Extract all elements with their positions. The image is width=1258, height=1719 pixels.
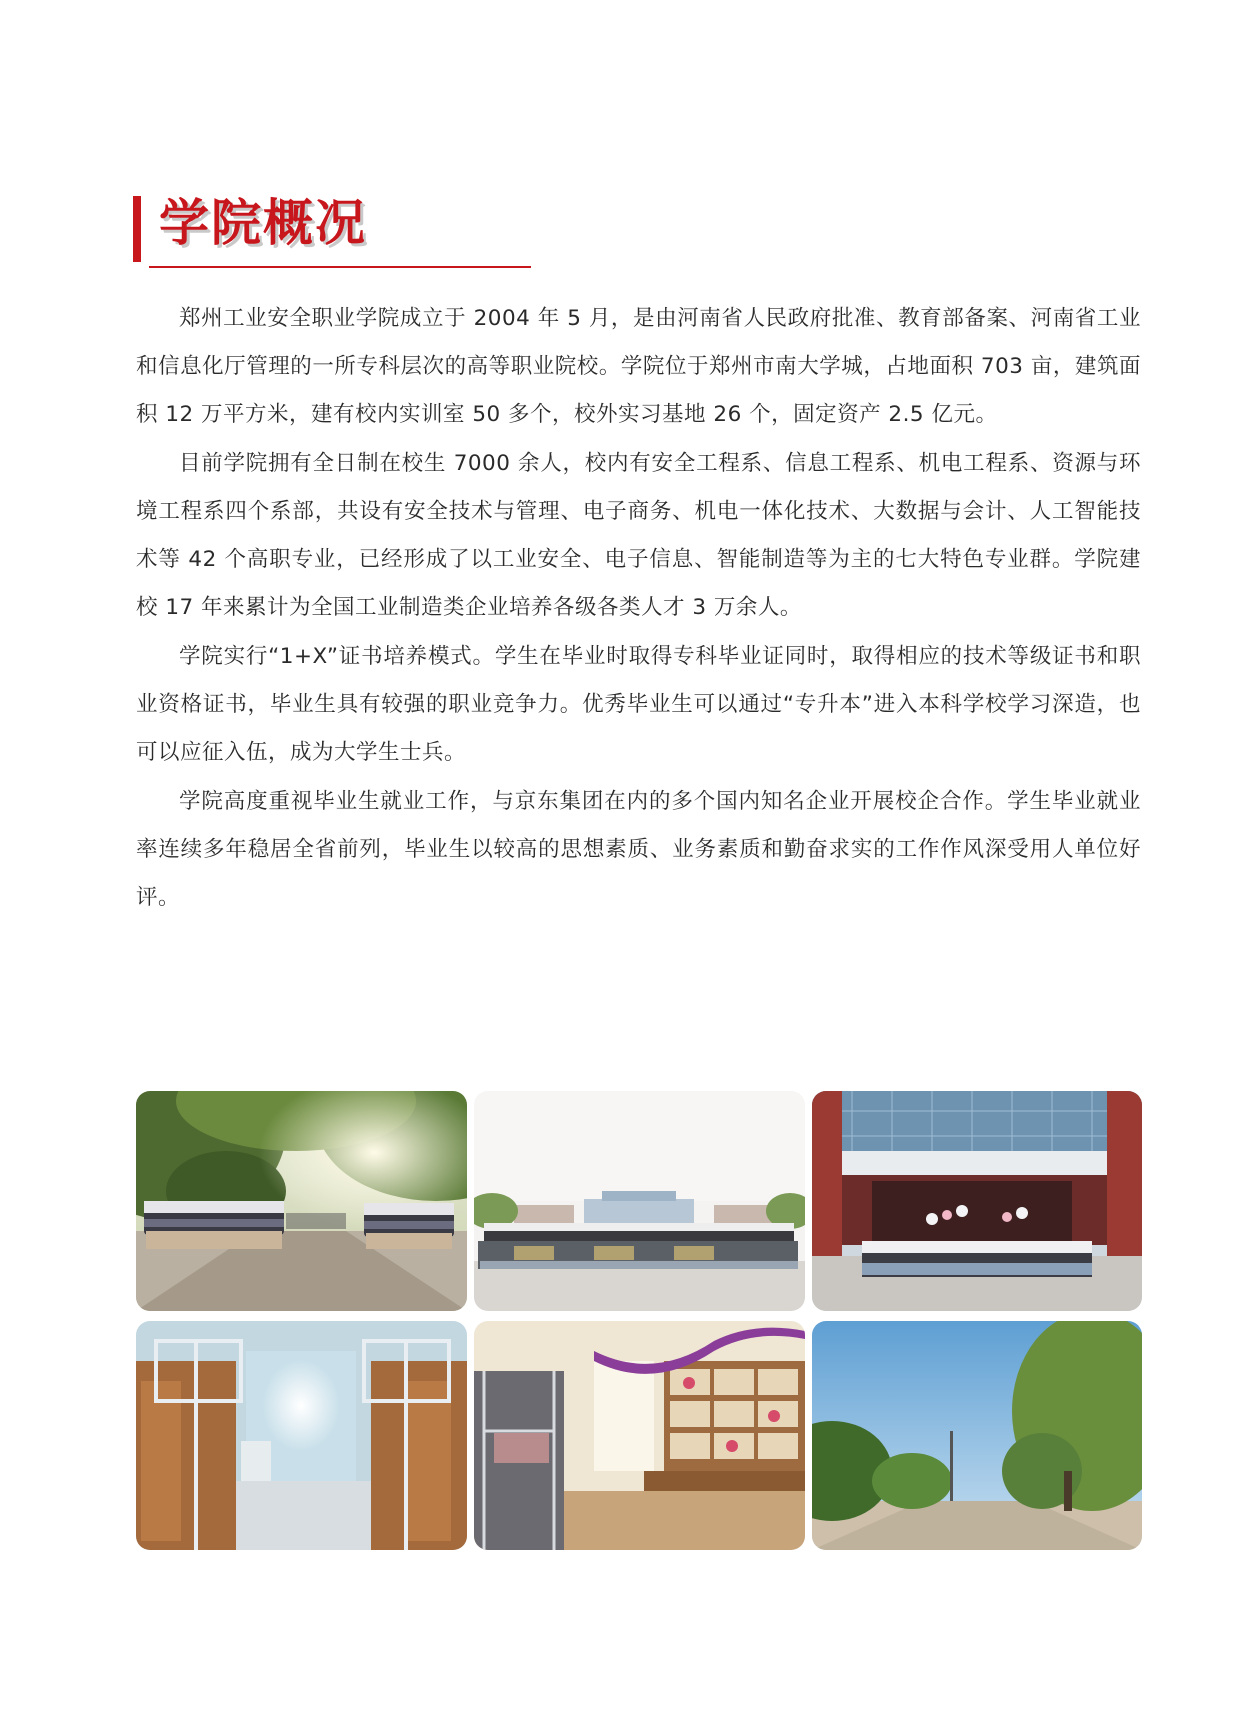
photo-building-entrance xyxy=(812,1091,1142,1311)
paragraph-overview: 郑州工业安全职业学院成立于 2004 年 5 月，是由河南省人民政府批准、教育部备案、河南省工业和信息化厅管理的一所专科层次的高等职业院校。学院位于郑州市南大学城，占地面积 703 亩，建筑面积 12 万平方米，建有校内实训室 50 多个，校外实习基地 26 个，固定资产 2.5 亿元。 xyxy=(136,306,1141,427)
paragraph-employment: 学院高度重视毕业生就业工作，与京东集团在内的多个国内知名企业开展校企合作。学生毕业就业率连续多年稳居全省前列，毕业生以较高的思想素质、业务素质和勤奋求实的工作作风深受用人单位好评。 xyxy=(136,789,1141,910)
photo-dorm-shelves xyxy=(474,1321,805,1550)
intro-text xyxy=(136,295,1141,923)
photo-group-plaza xyxy=(474,1091,805,1311)
page-title: 学院概况 xyxy=(159,193,367,252)
photo-dormitory-window xyxy=(136,1321,467,1550)
photo-campus-road xyxy=(812,1321,1142,1550)
heading-accent-bar xyxy=(133,196,141,262)
paragraph-students-departments: 目前学院拥有全日制在校生 7000 余人，校内有安全工程系、信息工程系、机电工程系、资源与环境工程系四个系部，共设有安全技术与管理、电子商务、机电一体化技术、大数据与会计、人工智能技术等 42 个高职专业，已经形成了以工业安全、电子信息、智能制造等为主的七大特色专业群。学院建校 17 年来累计为全国工业制造类企业培养各级各类人才 3 万余人。 xyxy=(136,451,1141,620)
heading-underline xyxy=(149,266,531,268)
photo-tree-avenue-students xyxy=(136,1091,467,1311)
paragraph-certificates: 学院实行“1+X”证书培养模式。学生在毕业时取得专科毕业证同时，取得相应的技术等级证书和职业资格证书，毕业生具有较强的职业竞争力。优秀毕业生可以通过“专升本”进入本科学校学习深造，也可以应征入伍，成为大学生士兵。 xyxy=(136,644,1141,765)
